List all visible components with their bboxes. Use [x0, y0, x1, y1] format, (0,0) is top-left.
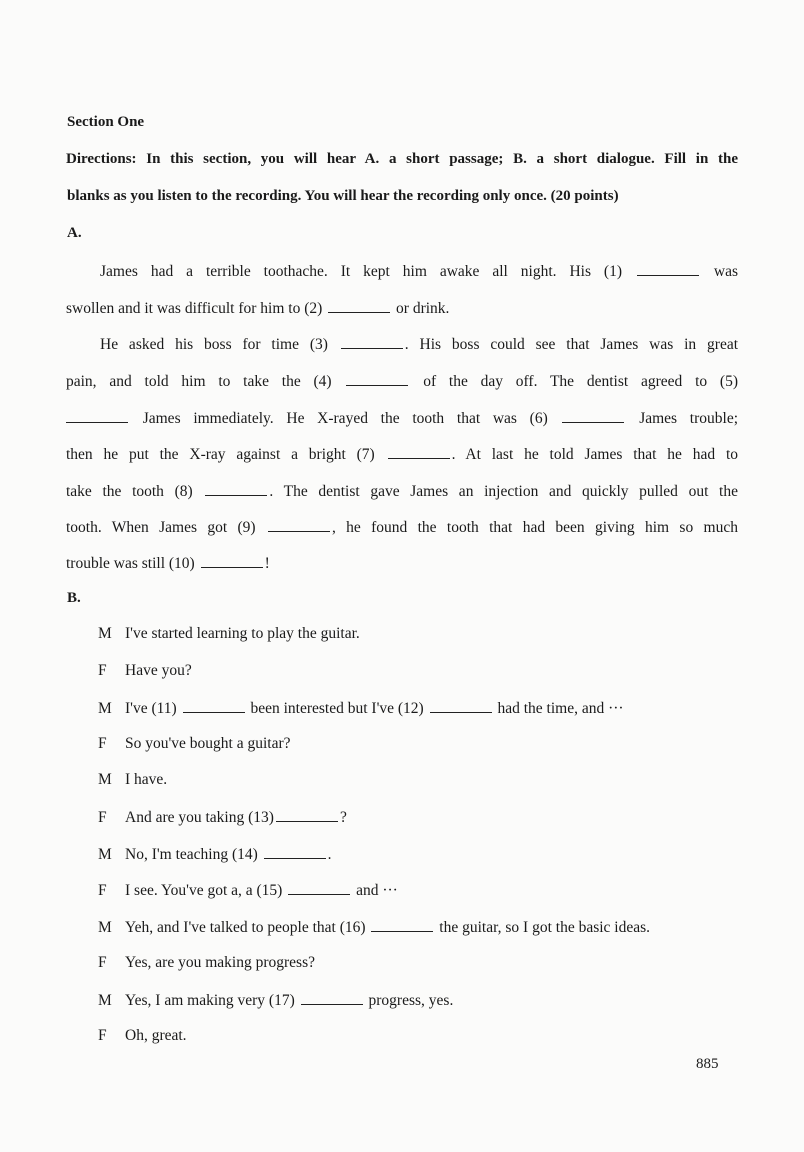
dialogue-line-4: F So you've bought a guitar?	[98, 735, 291, 752]
passage-line-3: He asked his boss for time (3) . His boss could see that James was in great	[100, 336, 739, 353]
passage-line-1: James had a terrible toothache. It kept him awake all night. His (1) was	[100, 263, 739, 280]
dialogue-line-12: F Oh, great.	[98, 1027, 187, 1044]
passage-line-2: swollen and it was difficult for him to (2) or drink.	[66, 300, 450, 317]
blank-5[interactable]	[66, 408, 128, 423]
dialogue-line-11: M Yes, I am making very (17) progress, yes.	[98, 992, 454, 1009]
blank-6[interactable]	[562, 408, 624, 423]
dialogue-line-2: F Have you?	[98, 662, 192, 679]
passage-line-6: then he put the X-ray against a bright (7) . At last he told James that he had to	[66, 446, 738, 463]
dialogue-line-7: M No, I'm teaching (14) .	[98, 846, 332, 863]
blank-13[interactable]	[276, 807, 338, 822]
dialogue-line-5: M I have.	[98, 771, 168, 788]
dialogue-line-3: M I've (11) been interested but I've (12) had the time, and ···	[98, 700, 624, 717]
blank-12[interactable]	[430, 698, 492, 713]
dialogue-line-1: M I've started learning to play the guitar.	[98, 625, 360, 642]
directions-line-2: blanks as you listen to the recording. You will hear the recording only once. (20 points)	[67, 188, 619, 204]
blank-14[interactable]	[264, 844, 326, 859]
page-number: 885	[696, 1056, 719, 1072]
passage-line-4: pain, and told him to take the (4) of the day off. The dentist agreed to (5)	[66, 373, 738, 390]
dialogue-line-8: F I see. You've got a, a (15) and ···	[98, 882, 398, 899]
passage-line-7: take the tooth (8) . The dentist gave James an injection and quickly pulled out the	[66, 483, 738, 500]
dialogue-line-10: F Yes, are you making progress?	[98, 954, 315, 971]
blank-17[interactable]	[301, 990, 363, 1005]
part-a-label: A.	[67, 225, 82, 241]
passage-line-9: trouble was still (10) !	[66, 555, 270, 572]
blank-7[interactable]	[388, 444, 450, 459]
directions-line-1: Directions: In this section, you will hear A. a short passage; B. a short dialogue. Fill in the	[66, 151, 738, 167]
blank-10[interactable]	[201, 553, 263, 568]
blank-2[interactable]	[328, 298, 390, 313]
blank-4[interactable]	[346, 371, 408, 386]
blank-1[interactable]	[637, 261, 699, 276]
blank-15[interactable]	[288, 880, 350, 895]
blank-3[interactable]	[341, 334, 403, 349]
passage-line-5: James immediately. He X-rayed the tooth that was (6) James trouble;	[66, 408, 738, 428]
blank-16[interactable]	[371, 917, 433, 932]
blank-8[interactable]	[205, 481, 267, 496]
dialogue-line-6: F And are you taking (13) ?	[98, 809, 347, 826]
dialogue-line-9: M Yeh, and I've talked to people that (16) the guitar, so I got the basic ideas.	[98, 919, 651, 936]
passage-line-8: tooth. When James got (9) , he found the tooth that had been giving him so much	[66, 519, 738, 536]
section-title: Section One	[67, 114, 145, 130]
blank-11[interactable]	[183, 698, 245, 713]
blank-9[interactable]	[268, 517, 330, 532]
part-b-label: B.	[67, 590, 81, 606]
